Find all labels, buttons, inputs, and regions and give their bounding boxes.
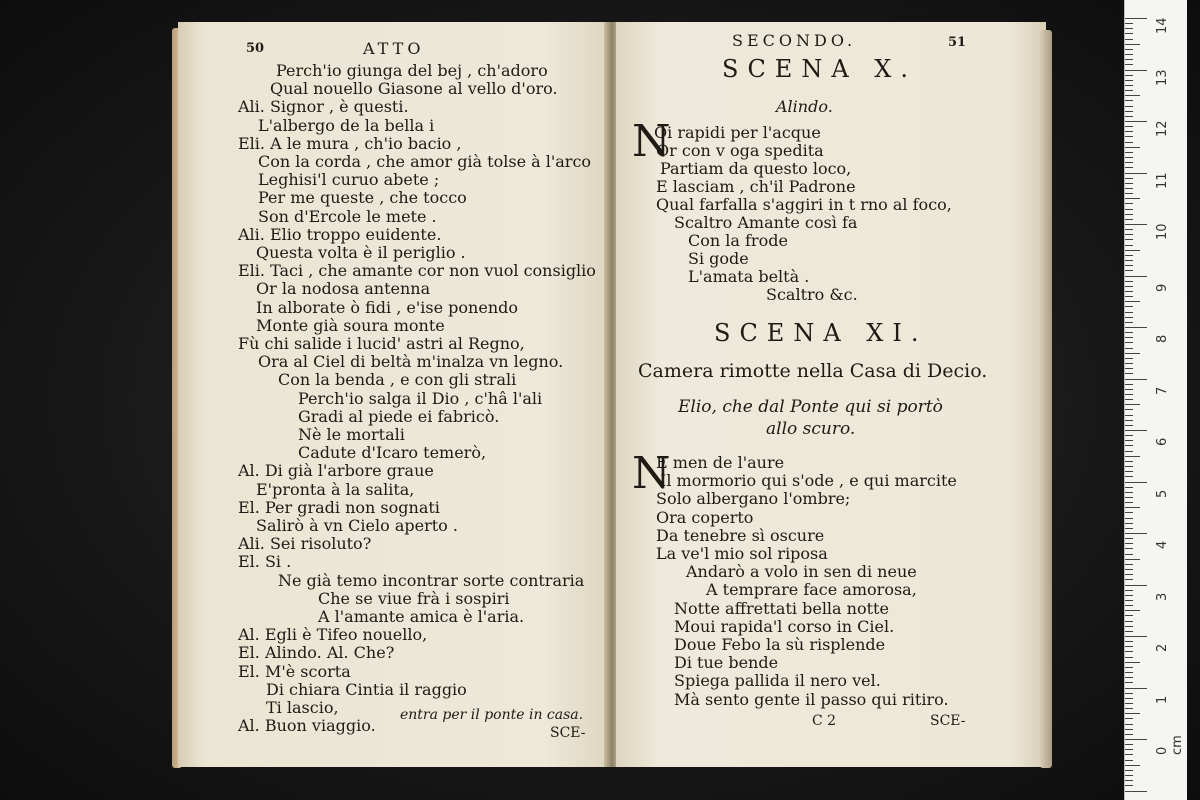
ruler-tick	[1125, 605, 1133, 606]
text-line: Oi rapidi per l'acque	[654, 123, 821, 142]
ruler-label: 6	[1155, 437, 1170, 446]
ruler-tick	[1125, 394, 1133, 395]
left-running-header: ATTO	[363, 39, 425, 58]
text-line: Per me queste , che tocco	[258, 188, 467, 208]
ruler-tick	[1125, 322, 1133, 323]
text-line: Con la benda , e con gli strali	[278, 370, 517, 390]
ruler-tick	[1125, 538, 1133, 539]
ruler-tick	[1125, 615, 1133, 616]
text-line: Perch'io giunga del bej , ch'adoro	[276, 61, 548, 80]
text-line: A l'amante amica è l'aria.	[318, 607, 525, 626]
ruler-tick	[1125, 265, 1133, 266]
ruler-tick	[1125, 533, 1147, 534]
ruler-tick	[1125, 662, 1140, 663]
ruler-tick	[1125, 492, 1133, 493]
ruler-tick	[1125, 373, 1133, 374]
ruler-tick	[1125, 548, 1133, 549]
text-line: A temprare face amorosa,	[706, 580, 917, 600]
ruler-tick	[1125, 404, 1140, 405]
ruler-tick	[1125, 209, 1133, 210]
text-line: Scaltro &c.	[766, 285, 858, 304]
ruler-tick	[1125, 296, 1133, 297]
ruler-tick	[1125, 116, 1133, 117]
ruler-tick	[1125, 281, 1133, 282]
ruler-tick	[1125, 327, 1147, 328]
ruler-tick	[1125, 75, 1133, 76]
ruler-label: 4	[1155, 540, 1170, 549]
ruler-tick	[1125, 708, 1133, 709]
ruler-tick	[1125, 219, 1133, 220]
ruler-tick	[1125, 440, 1133, 441]
ruler-tick	[1125, 621, 1133, 622]
ruler-tick	[1125, 636, 1147, 637]
ruler-tick	[1125, 626, 1133, 627]
ruler-tick	[1125, 33, 1133, 34]
ruler-label: 9	[1155, 283, 1170, 292]
ruler-tick	[1125, 770, 1133, 771]
ruler-tick	[1125, 420, 1133, 421]
text-line: Eli. A le mura , ch'io bacio ,	[238, 133, 462, 153]
ruler-tick	[1125, 312, 1133, 313]
ruler-tick	[1125, 250, 1140, 251]
ruler-tick	[1125, 744, 1133, 745]
ruler-label: 7	[1155, 386, 1170, 395]
ruler-tick	[1125, 70, 1147, 71]
ruler-tick	[1125, 693, 1133, 694]
ruler-label: 11	[1155, 171, 1170, 189]
text-line: Questa volta è il periglio .	[256, 243, 466, 262]
scena-x-dropcap: N	[632, 116, 671, 167]
text-line: Nè le mortali	[298, 425, 405, 444]
ruler-tick	[1125, 234, 1133, 235]
scena-x-character: Alindo.	[776, 97, 833, 116]
scena-xi-direction-line-1: Elio, che dal Ponte qui si portò	[678, 397, 943, 417]
ruler-tick	[1125, 569, 1133, 570]
text-line: Il mormorio qui s'ode , e qui marcite	[660, 471, 957, 491]
text-line: Si gode	[688, 249, 749, 268]
text-line: Scaltro Amante così fa	[674, 213, 858, 232]
ruler-tick	[1125, 646, 1133, 647]
scena-x-title: SCENA X.	[722, 55, 917, 83]
ruler-tick	[1125, 126, 1133, 127]
text-line: Moui rapida'l corso in Ciel.	[674, 616, 895, 636]
text-line: Or la nodosa antenna	[256, 279, 431, 299]
text-line: Salirò à vn Cielo aperto .	[256, 516, 458, 535]
ruler-tick	[1125, 595, 1133, 596]
ruler-tick	[1125, 590, 1133, 591]
text-line: Or con v oga spedita	[656, 141, 824, 160]
text-line: Notte affrettati bella notte	[674, 598, 889, 618]
open-book	[172, 22, 1052, 774]
ruler-tick	[1125, 255, 1133, 256]
ruler-tick	[1125, 183, 1133, 184]
ruler-tick	[1125, 682, 1133, 683]
text-line: Di tue bende	[674, 653, 779, 673]
ruler-tick	[1125, 224, 1147, 225]
ruler-tick	[1125, 523, 1133, 524]
ruler-tick	[1125, 188, 1133, 189]
ruler-label: 14	[1155, 17, 1170, 34]
ruler-tick	[1125, 80, 1133, 81]
ruler-tick	[1125, 502, 1133, 503]
ruler-label: 13	[1155, 68, 1170, 86]
ruler-label: 10	[1155, 223, 1170, 240]
ruler-tick	[1125, 487, 1133, 488]
ruler-tick	[1125, 631, 1133, 632]
ruler-tick	[1125, 198, 1140, 199]
text-line: Leghisi'l curuo abete ;	[258, 170, 440, 190]
text-line: E'pronta à la salita,	[256, 479, 415, 499]
ruler-tick	[1125, 353, 1140, 354]
ruler-tick	[1125, 482, 1147, 483]
ruler-tick	[1125, 791, 1147, 792]
ruler-tick	[1125, 507, 1140, 508]
text-line: Ti lascio,	[266, 698, 339, 717]
ruler-tick	[1125, 286, 1133, 287]
text-line: Qual farfalla s'aggiri in t rno al foco,	[656, 195, 952, 214]
ruler-tick	[1125, 698, 1133, 699]
text-line: La ve'l mio sol riposa	[656, 544, 828, 563]
ruler-label: 1	[1155, 695, 1170, 704]
ruler-tick	[1125, 90, 1133, 91]
ruler-tick	[1125, 703, 1133, 704]
ruler-tick	[1125, 657, 1133, 658]
ruler-tick	[1125, 579, 1133, 580]
ruler-tick	[1125, 734, 1133, 735]
ruler-tick	[1125, 229, 1133, 230]
text-line: Al. Di già l'arbore graue	[238, 461, 434, 481]
ruler-tick	[1125, 203, 1133, 204]
text-line: Fù chi salide i lucid' astri al Regno,	[238, 334, 525, 353]
ruler-tick	[1125, 276, 1147, 277]
right-page-number: 51	[948, 35, 967, 50]
ruler-tick	[1125, 760, 1133, 761]
text-line: Al. Buon viaggio.	[238, 716, 376, 736]
ruler-tick	[1125, 131, 1133, 132]
ruler-tick	[1125, 332, 1133, 333]
ruler-tick	[1125, 337, 1133, 338]
ruler-tick	[1125, 363, 1133, 364]
ruler-tick	[1125, 610, 1140, 611]
ruler-tick	[1125, 111, 1133, 112]
ruler-tick	[1125, 18, 1147, 19]
text-line: Qual nouello Giasone al vello d'oro.	[270, 79, 558, 99]
ruler-tick	[1125, 358, 1133, 359]
ruler-tick	[1125, 260, 1133, 261]
text-line: Mà sento gente il passo qui ritiro.	[674, 689, 949, 709]
text-line: Doue Febo la sù risplende	[674, 635, 886, 654]
ruler-tick	[1125, 497, 1133, 498]
text-line: Ali. Sei risoluto?	[238, 534, 372, 554]
ruler-tick	[1125, 780, 1133, 781]
text-line: In alborate ò fidi , e'ise ponendo	[256, 297, 518, 317]
text-line: Partiam da questo loco,	[660, 159, 852, 178]
text-line: Ne già temo incontrar sorte contraria	[278, 570, 585, 590]
ruler-tick	[1125, 528, 1133, 529]
text-line: Da tenebre sì oscure	[656, 525, 825, 545]
ruler-tick	[1125, 121, 1147, 122]
ruler-tick	[1125, 85, 1133, 86]
ruler-tick	[1125, 688, 1147, 689]
text-line: Son d'Ercole le mete .	[258, 206, 437, 226]
text-line: Ora coperto	[656, 507, 754, 527]
text-line: E lasciam , ch'il Padrone	[656, 177, 856, 196]
ruler-tick	[1125, 677, 1133, 678]
ruler-tick	[1125, 445, 1133, 446]
ruler-tick	[1125, 461, 1133, 462]
scena-xi-direction-line-2: allo scuro.	[766, 419, 856, 439]
ruler-tick	[1125, 152, 1133, 153]
right-page	[616, 22, 1046, 767]
ruler-tick	[1125, 136, 1133, 137]
ruler-tick	[1125, 95, 1140, 96]
ruler-tick	[1125, 317, 1133, 318]
text-line: E men de l'aure	[656, 453, 785, 472]
ruler-tick	[1125, 301, 1140, 302]
text-line: Eli. Taci , che amante cor non vuol consiglio	[238, 261, 596, 281]
ruler-tick	[1125, 451, 1133, 452]
ruler-label: 2	[1155, 643, 1170, 652]
ruler-tick	[1125, 713, 1140, 714]
ruler-tick	[1125, 785, 1133, 786]
text-line: Gradi al piede ei fabricò.	[298, 406, 500, 426]
scena-xi-title: SCENA XI.	[714, 319, 928, 347]
text-line: Cadute d'Icaro temerò,	[298, 443, 487, 463]
ruler-tick	[1125, 754, 1133, 755]
ruler-tick	[1125, 106, 1133, 107]
ruler-tick	[1125, 291, 1133, 292]
right-running-header: SECONDO.	[732, 31, 857, 50]
ruler-tick	[1125, 28, 1133, 29]
ruler-tick	[1125, 44, 1140, 45]
text-line: Spiega pallida il nero vel.	[674, 671, 881, 691]
ruler-tick	[1125, 173, 1147, 174]
text-line: El. Per gradi non sognati	[238, 497, 440, 517]
ruler-tick	[1125, 239, 1133, 240]
ruler-tick	[1125, 245, 1133, 246]
ruler-tick	[1125, 49, 1133, 50]
ruler-tick	[1125, 167, 1133, 168]
text-line: El. M'è scorta	[238, 661, 351, 681]
ruler-tick	[1125, 425, 1133, 426]
ruler-tick	[1125, 729, 1133, 730]
ruler-tick	[1125, 476, 1133, 477]
text-line: Ali. Signor , è questi.	[238, 97, 409, 117]
text-line: Ora al Ciel di beltà m'inalza vn legno.	[258, 352, 564, 372]
text-line: L'albergo de la bella i	[258, 115, 435, 135]
ruler-tick	[1125, 399, 1133, 400]
text-line: L'amata beltà .	[688, 267, 810, 286]
ruler-tick	[1125, 456, 1140, 457]
text-line: Solo albergano l'ombre;	[656, 489, 851, 509]
text-line: El. Si .	[238, 552, 292, 572]
ruler-tick	[1125, 749, 1133, 750]
text-line: Perch'io salga il Dio , c'hâ l'ali	[298, 388, 543, 408]
ruler-tick	[1125, 651, 1133, 652]
text-line: Monte già soura monte	[256, 315, 445, 335]
ruler-tick	[1125, 368, 1133, 369]
left-page	[178, 22, 610, 767]
ruler-tick	[1125, 193, 1133, 194]
ruler-tick	[1125, 162, 1133, 163]
ruler-tick	[1125, 384, 1133, 385]
ruler-label: 8	[1155, 334, 1170, 343]
ruler-tick	[1125, 306, 1133, 307]
text-line: Al. Egli è Tifeo nouello,	[238, 625, 428, 645]
left-page-number: 50	[246, 41, 265, 56]
ruler-tick	[1125, 739, 1147, 740]
text-line: Con la frode	[688, 231, 788, 250]
ruler-tick	[1125, 667, 1133, 668]
ruler-tick	[1125, 775, 1133, 776]
ruler-tick	[1125, 348, 1133, 349]
ruler-tick	[1125, 430, 1147, 431]
stage-direction: entra per il ponte in casa.	[400, 707, 584, 723]
ruler-tick	[1125, 270, 1133, 271]
ruler-tick	[1125, 64, 1133, 65]
ruler-label: 5	[1155, 489, 1170, 498]
ruler-tick	[1125, 466, 1133, 467]
ruler-tick	[1125, 585, 1147, 586]
right-catchword: SCE-	[930, 713, 966, 729]
ruler-label: 12	[1155, 120, 1170, 137]
ruler-tick	[1125, 564, 1133, 565]
ruler-tick	[1125, 178, 1133, 179]
right-page-edge	[1040, 30, 1052, 768]
ruler-tick	[1125, 409, 1133, 410]
ruler-tick	[1125, 214, 1133, 215]
ruler-tick	[1125, 379, 1147, 380]
ruler-tick	[1125, 765, 1140, 766]
text-line: Andarò a volo in sen di neue	[686, 562, 917, 582]
ruler-tick	[1125, 23, 1133, 24]
ruler-tick	[1125, 59, 1133, 60]
text-line: Con la corda , che amor già tolse à l'arco	[258, 152, 592, 171]
text-line: Ali. Elio troppo euidente.	[238, 224, 442, 244]
text-line: El. Alindo. Al. Che?	[238, 643, 395, 663]
ruler-label: 0 cm	[1155, 735, 1185, 755]
measuring-ruler	[1124, 0, 1187, 800]
ruler-label: 3	[1155, 592, 1170, 601]
ruler-tick	[1125, 554, 1133, 555]
ruler-tick	[1125, 672, 1133, 673]
ruler-tick	[1125, 512, 1133, 513]
ruler-tick	[1125, 641, 1133, 642]
ruler-tick	[1125, 415, 1133, 416]
ruler-tick	[1125, 342, 1133, 343]
ruler-tick	[1125, 54, 1133, 55]
ruler-tick	[1125, 600, 1133, 601]
ruler-tick	[1125, 39, 1133, 40]
ruler-tick	[1125, 718, 1133, 719]
ruler-tick	[1125, 435, 1133, 436]
scena-xi-dropcap: N	[632, 448, 671, 499]
ruler-tick	[1125, 100, 1133, 101]
ruler-tick	[1125, 389, 1133, 390]
text-line: Che se viue frà i sospiri	[318, 588, 510, 608]
ruler-tick	[1125, 157, 1133, 158]
text-line: Di chiara Cintia il raggio	[266, 679, 467, 699]
ruler-tick	[1125, 518, 1133, 519]
ruler-tick	[1125, 471, 1133, 472]
ruler-tick	[1125, 559, 1140, 560]
signature-mark: C 2	[812, 713, 837, 729]
ruler-tick	[1125, 142, 1133, 143]
ruler-tick	[1125, 147, 1140, 148]
ruler-tick	[1125, 543, 1133, 544]
ruler-tick	[1125, 724, 1133, 725]
scena-xi-setting: Camera rimotte nella Casa di Decio.	[638, 360, 988, 382]
left-catchword: SCE-	[550, 725, 586, 741]
ruler-tick	[1125, 574, 1133, 575]
